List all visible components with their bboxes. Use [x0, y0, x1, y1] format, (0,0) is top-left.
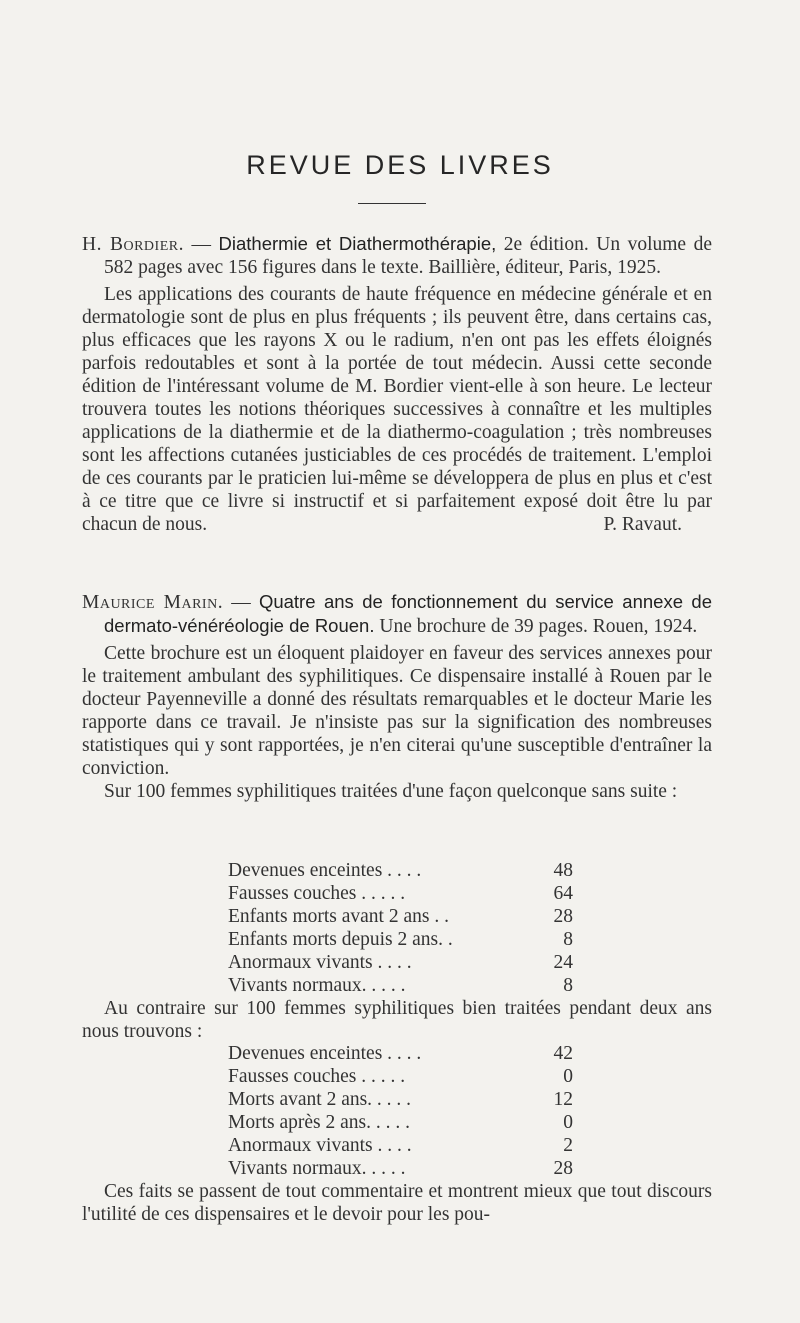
- row-label: Anormaux vivants . . . .: [228, 1135, 412, 1156]
- row-label: Fausses couches . . . . .: [228, 883, 406, 904]
- table-row: [228, 905, 573, 928]
- review-dash: —: [183, 234, 219, 255]
- review-body: Les applications des courants de haute fréquence en médecine générale et en dermatologie sont de plus en plus fréquents ; ils peuvent être, dans certains cas, plus efficaces que les rayons X ou le radium, n'en ont pas les effets éloignés parfois redoutables et sont à la portée de tout médecin. Aussi cette seconde édition de l'intéressant volume de M. Bordier vient-elle à son heure. Le lecteur trouvera toutes les notions théoriques successives à connaître et les multiples applications de la diathermie et de la diathermo-coagulation ; très nombreuses sont les affections cutanées justiciables de ces procédés de traitement. L'emploi de ces courants par le praticien lui-même se développera de plus en plus et c'est à ce titre que ce livre si instructif et si parfaitement exposé doit être lu par chacun de nous.: [82, 284, 712, 535]
- table-row: [228, 974, 573, 997]
- table-row: [228, 928, 573, 951]
- row-value: 24: [553, 952, 573, 973]
- row-value: 8: [563, 929, 573, 950]
- review-title: Diathermie et Diathermothérapie,: [218, 233, 497, 254]
- review-signature: P. Ravaut.: [603, 514, 682, 535]
- statistics-intro-treated-block: [82, 997, 712, 1043]
- table-row: [228, 882, 573, 905]
- table-row: [228, 1134, 573, 1157]
- review-title: Quatre ans de fonctionnement du service annexe de dermato-vénéréologie de Rouen.: [104, 591, 713, 636]
- closing-block: [82, 1180, 712, 1226]
- row-value: 2: [563, 1135, 573, 1156]
- review-header: [82, 232, 712, 279]
- row-label: Vivants normaux. . . . .: [228, 975, 406, 996]
- review-author: Maurice Marin.: [82, 592, 224, 613]
- table-row: [228, 1157, 573, 1180]
- table-row: [228, 1088, 573, 1111]
- row-label: Anormaux vivants . . . .: [228, 952, 412, 973]
- row-label: Fausses couches . . . . .: [228, 1066, 406, 1087]
- row-label: Enfants morts depuis 2 ans. .: [228, 929, 453, 950]
- table-row: [228, 1042, 573, 1065]
- row-value: 28: [553, 906, 573, 927]
- row-label: Morts avant 2 ans. . . . .: [228, 1089, 412, 1110]
- statistics-intro-untreated: Sur 100 femmes syphilitiques traitées d'une façon quelconque sans suite :: [104, 781, 678, 802]
- row-value: 0: [563, 1112, 573, 1133]
- row-value: 48: [553, 860, 573, 881]
- row-label: Enfants morts avant 2 ans . .: [228, 906, 449, 927]
- table-row: [228, 1065, 573, 1088]
- closing-paragraph: Ces faits se passent de tout commentaire et montrent mieux que tout discours l'utilité de ces dispensaires et le devoir pour les pou-: [82, 1181, 712, 1225]
- review-details: Une brochure de 39 pages. Rouen, 1924.: [374, 616, 698, 637]
- page-heading: REVUE DES LIVRES: [246, 150, 554, 180]
- statistics-table-treated: [228, 1042, 573, 1180]
- table-row: [228, 1111, 573, 1134]
- review-body: Cette brochure est un éloquent plaidoyer en faveur des services annexes pour le traitement ambulant des syphilitiques. Ce dispensaire installé à Rouen par le docteur Payenneville a donné des résultats remarquables et le docteur Marie les rapporte dans ce travail. Je n'insiste pas sur la signification des nombreuses statistiques qui y sont rapportées, je n'en citerai qu'une susceptible d'entraîner la conviction.: [82, 643, 712, 779]
- table-row: [228, 859, 573, 882]
- table-row: [228, 951, 573, 974]
- row-value: 64: [553, 883, 573, 904]
- row-label: Devenues enceintes . . . .: [228, 860, 422, 881]
- review-details: 2e édition. Un volume de 582 pages avec 156 figures dans le texte. Baillière, éditeur, Paris, 1925.: [104, 234, 712, 278]
- row-value: 8: [563, 975, 573, 996]
- heading-rule: [358, 203, 426, 204]
- statistics-intro-treated: Au contraire sur 100 femmes syphilitiques bien traitées pendant deux ans nous trouvons :: [82, 998, 712, 1042]
- review-bordier: [82, 232, 712, 536]
- review-marin: [82, 590, 712, 803]
- review-dash: —: [223, 592, 259, 613]
- row-value: 42: [553, 1043, 573, 1064]
- row-label: Vivants normaux. . . . .: [228, 1158, 406, 1179]
- review-author: H. Bordier.: [82, 234, 184, 255]
- row-value: 28: [553, 1158, 573, 1179]
- row-label: Morts après 2 ans. . . . .: [228, 1112, 410, 1133]
- row-value: 0: [563, 1066, 573, 1087]
- row-value: 12: [553, 1089, 573, 1110]
- row-label: Devenues enceintes . . . .: [228, 1043, 422, 1064]
- review-header: [82, 590, 712, 638]
- statistics-table-untreated: [228, 859, 573, 997]
